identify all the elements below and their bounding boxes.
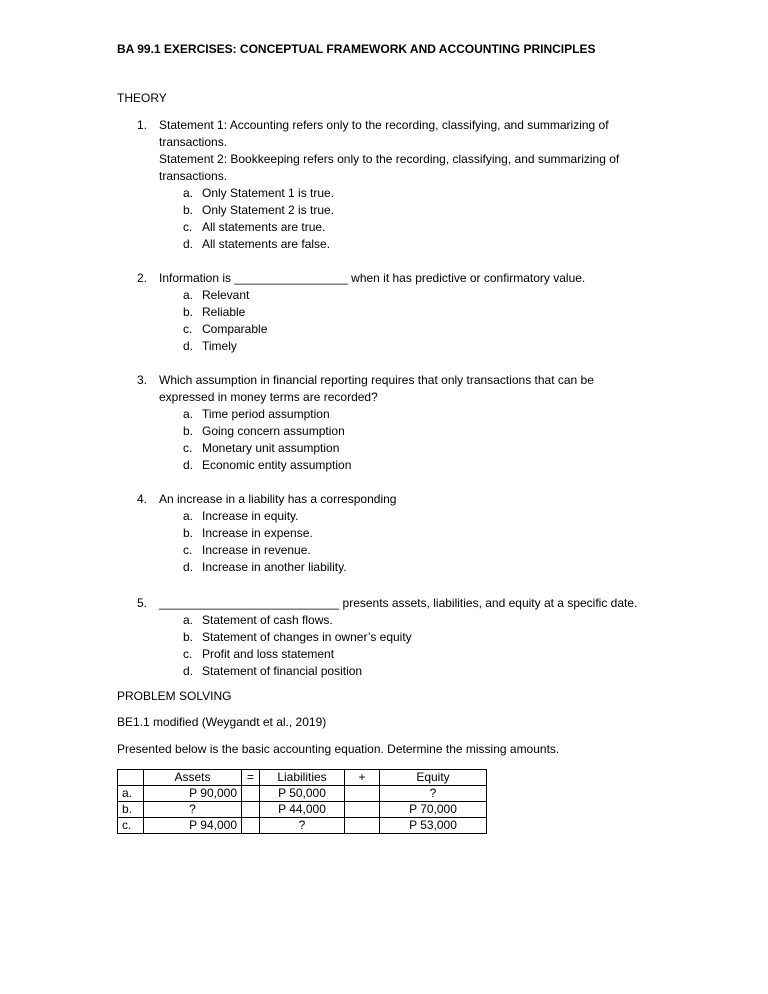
question-text-line: Information is _________________ when it has predictive or confirmatory value. xyxy=(159,271,586,285)
question-5 xyxy=(137,595,697,680)
liabilities-cell: ? xyxy=(260,818,345,834)
option-text: All statements are false. xyxy=(202,237,331,251)
table-header-row xyxy=(118,770,487,786)
option-a xyxy=(183,287,657,304)
option-c xyxy=(183,440,657,457)
option-a xyxy=(183,508,657,525)
option-text: Only Statement 1 is true. xyxy=(202,186,335,200)
row-label-cell: c. xyxy=(118,818,144,834)
question-3 xyxy=(137,372,657,474)
options-list xyxy=(183,185,657,253)
question-text-line: An increase in a liability has a corresponding xyxy=(159,492,397,506)
assets-cell: P 94,000 xyxy=(144,818,242,834)
equals-cell xyxy=(242,802,260,818)
table-row xyxy=(118,818,487,834)
option-a xyxy=(183,612,697,629)
option-c xyxy=(183,542,657,559)
option-d xyxy=(183,457,657,474)
option-text: All statements are true. xyxy=(202,220,326,234)
option-text: Going concern assumption xyxy=(202,424,345,438)
problem-solving-heading: PROBLEM SOLVING xyxy=(117,689,232,703)
accounting-equation-table xyxy=(117,769,487,834)
equals-cell xyxy=(242,786,260,802)
option-text: Time period assumption xyxy=(202,407,330,421)
liabilities-cell: P 44,000 xyxy=(260,802,345,818)
option-letter: d. xyxy=(183,560,194,574)
reference-line: BE1.1 modified (Weygandt et al., 2019) xyxy=(117,715,327,729)
row-label-cell: b. xyxy=(118,802,144,818)
theory-heading: THEORY xyxy=(117,91,167,105)
option-b xyxy=(183,423,657,440)
option-letter: c. xyxy=(183,220,193,234)
option-a xyxy=(183,406,657,423)
option-text: Profit and loss statement xyxy=(202,647,335,661)
option-a xyxy=(183,185,657,202)
option-text: Increase in revenue. xyxy=(202,543,311,557)
option-b xyxy=(183,202,657,219)
question-text-line: transactions. xyxy=(159,135,228,149)
option-letter: d. xyxy=(183,458,194,472)
equity-cell: P 70,000 xyxy=(380,802,487,818)
option-letter: c. xyxy=(183,647,193,661)
option-letter: a. xyxy=(183,613,194,627)
option-text: Reliable xyxy=(202,305,246,319)
option-text: Statement of cash flows. xyxy=(202,613,333,627)
header-cell-assets: Assets xyxy=(144,770,242,786)
option-text: Increase in expense. xyxy=(202,526,313,540)
question-number: 5. xyxy=(137,596,148,610)
question-number: 1. xyxy=(137,118,148,132)
question-text-line: Which assumption in financial reporting requires that only transactions that can be xyxy=(159,373,594,387)
liabilities-cell: P 50,000 xyxy=(260,786,345,802)
option-d xyxy=(183,663,697,680)
equity-cell: P 53,000 xyxy=(380,818,487,834)
plus-cell xyxy=(345,786,380,802)
header-cell-label xyxy=(118,770,144,786)
option-letter: b. xyxy=(183,630,194,644)
plus-cell xyxy=(345,818,380,834)
option-letter: b. xyxy=(183,305,194,319)
option-text: Timely xyxy=(202,339,237,353)
option-letter: a. xyxy=(183,186,194,200)
question-text-line: transactions. xyxy=(159,169,228,183)
option-text: Comparable xyxy=(202,322,268,336)
option-d xyxy=(183,559,657,576)
question-2 xyxy=(137,270,657,355)
row-label-cell: a. xyxy=(118,786,144,802)
question-text-line: ___________________________ presents assets, liabilities, and equity at a specific date. xyxy=(159,596,638,610)
option-text: Only Statement 2 is true. xyxy=(202,203,335,217)
option-text: Statement of financial position xyxy=(202,664,363,678)
option-text: Relevant xyxy=(202,288,250,302)
options-list xyxy=(183,508,657,576)
header-cell-plus: + xyxy=(345,770,380,786)
option-letter: d. xyxy=(183,237,194,251)
option-text: Increase in another liability. xyxy=(202,560,347,574)
option-b xyxy=(183,304,657,321)
option-c xyxy=(183,321,657,338)
option-letter: c. xyxy=(183,543,193,557)
option-letter: b. xyxy=(183,424,194,438)
question-text-line: Statement 1: Accounting refers only to the recording, classifying, and summarizing of xyxy=(159,118,609,132)
question-number: 3. xyxy=(137,373,148,387)
option-text: Increase in equity. xyxy=(202,509,299,523)
assets-cell: P 90,000 xyxy=(144,786,242,802)
option-b xyxy=(183,629,697,646)
option-d xyxy=(183,236,657,253)
options-list xyxy=(183,287,657,355)
instruction-line: Presented below is the basic accounting equation. Determine the missing amounts. xyxy=(117,742,560,756)
document-title: BA 99.1 EXERCISES: CONCEPTUAL FRAMEWORK AND ACCOUNTING PRINCIPLES xyxy=(117,42,596,56)
table-row xyxy=(118,802,487,818)
option-letter: d. xyxy=(183,664,194,678)
plus-cell xyxy=(345,802,380,818)
option-b xyxy=(183,525,657,542)
header-cell-liabilities: Liabilities xyxy=(260,770,345,786)
option-letter: a. xyxy=(183,407,194,421)
option-text: Economic entity assumption xyxy=(202,458,352,472)
option-letter: c. xyxy=(183,441,193,455)
option-c xyxy=(183,646,697,663)
question-number: 4. xyxy=(137,492,148,506)
option-letter: d. xyxy=(183,339,194,353)
option-letter: b. xyxy=(183,203,194,217)
option-letter: a. xyxy=(183,509,194,523)
header-cell-equals: = xyxy=(242,770,260,786)
option-letter: a. xyxy=(183,288,194,302)
equals-cell xyxy=(242,818,260,834)
question-1 xyxy=(137,117,657,253)
options-list xyxy=(183,406,657,474)
table-row xyxy=(118,786,487,802)
equity-cell: ? xyxy=(380,786,487,802)
option-text: Statement of changes in owner’s equity xyxy=(202,630,412,644)
option-c xyxy=(183,219,657,236)
header-cell-equity: Equity xyxy=(380,770,487,786)
options-list xyxy=(183,612,697,680)
assets-cell: ? xyxy=(144,802,242,818)
option-letter: c. xyxy=(183,322,193,336)
question-text-line: expressed in money terms are recorded? xyxy=(159,390,378,404)
question-4 xyxy=(137,491,657,576)
option-d xyxy=(183,338,657,355)
question-text-line: Statement 2: Bookkeeping refers only to the recording, classifying, and summarizing of xyxy=(159,152,620,166)
question-number: 2. xyxy=(137,271,148,285)
option-letter: b. xyxy=(183,526,194,540)
option-text: Monetary unit assumption xyxy=(202,441,340,455)
